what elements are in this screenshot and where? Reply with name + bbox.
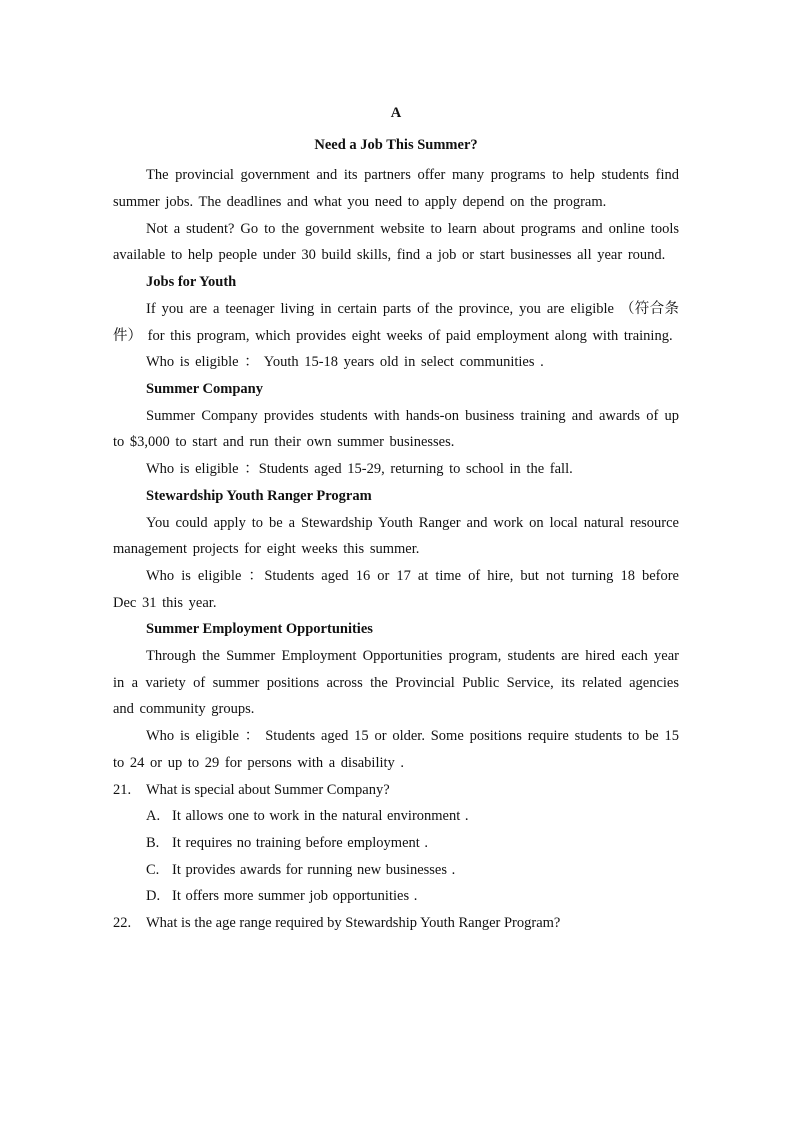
option-text: It provides awards for running new businesses . [172,861,456,878]
section-heading-summer-company: Summer Company [146,381,263,397]
option-text: It requires no training before employment . [172,834,429,851]
question-number: 21. [113,781,132,798]
option-letter: C. [146,861,160,878]
option-text: It offers more summer job opportunities . [172,888,418,905]
eligibility-text: Who is eligible ： Youth 15-18 years old in select communities . [146,354,544,371]
option-letter: A. [146,808,161,825]
section-body: You could apply to be a Stewardship Youth Ranger and work on local natural resource management projects for eight weeks this summer. [113,514,679,558]
section-heading-summer-employment-opportunities: Summer Employment Opportunities [146,621,373,638]
document-content [113,100,679,937]
question-number: 22. [113,915,132,932]
passage-title: Need a Job This Summer? [314,136,478,153]
section-body: If you are a teenager living in certain parts of the province, you are eligible （符合条件） for this program, which provides eight weeks of paid employment along with training. [113,300,679,344]
question-text: What is the age range required by Stewardship Youth Ranger Program? [146,915,561,932]
eligibility-text: Who is eligible ： Students aged 15 or older. Some positions require students to be 15 to 24 or up to 29 for persons with a disability . [113,728,679,771]
intro-paragraph: The provincial government and its partners offer many programs to help students find summer jobs. The deadlines and what you need to apply depend on the program. [113,167,679,211]
answer-option-c[interactable] [146,857,679,884]
question-21 [113,777,679,804]
option-letter: D. [146,888,161,905]
question-text: What is special about Summer Company? [146,781,390,798]
intro-paragraph: Not a student? Go to the government website to learn about programs and online tools available to help people under 30 build skills, find a job or start businesses all year round. [113,220,679,264]
answer-option-b[interactable] [146,830,679,857]
section-heading-jobs-for-youth: Jobs for Youth [146,274,237,291]
option-text: It allows one to work in the natural environment . [172,808,469,825]
answer-option-d[interactable] [146,883,679,910]
section-letter: A [390,105,402,121]
answer-option-a[interactable] [146,803,679,830]
section-heading-stewardship-youth-ranger: Stewardship Youth Ranger Program [146,487,372,504]
option-letter: B. [146,834,160,851]
question-22 [113,910,679,937]
section-body: Summer Company provides students with hands-on business training and awards of up to $3,000 to start and run their own summer businesses. [113,407,679,451]
section-body: Through the Summer Employment Opportunities program, students are hired each year in a variety of summer positions across the Provincial Public Service, its related agencies and community groups. [113,648,679,718]
eligibility-text: Who is eligible ：Students aged 16 or 17 at time of hire, but not turning 18 before Dec 31 this year. [113,567,679,611]
eligibility-text: Who is eligible ：Students aged 15-29, returning to school in the fall. [146,461,573,478]
